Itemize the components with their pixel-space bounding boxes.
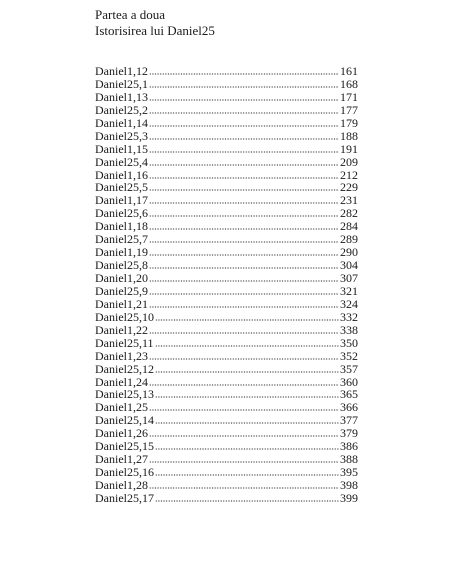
toc-entry-label: Daniel1,18: [95, 219, 148, 234]
dot-leader: [149, 428, 339, 437]
toc-entry: [95, 91, 358, 104]
toc-entry: [95, 156, 358, 169]
dot-leader: [155, 467, 339, 476]
dot-leader: [149, 92, 339, 101]
dot-leader: [155, 389, 339, 398]
toc-entry-label: Daniel25,11: [95, 335, 154, 350]
toc-entry-label: Daniel1,24: [95, 374, 148, 389]
dot-leader: [149, 105, 339, 114]
toc-entry: [95, 337, 358, 350]
dot-leader: [149, 170, 339, 179]
toc-entry-label: Daniel1,12: [95, 64, 148, 78]
toc-entry-page-number: 398: [340, 478, 358, 492]
toc-entry-label: Daniel1,22: [95, 322, 148, 337]
dot-leader: [149, 247, 339, 256]
toc-entry-page-number: 171: [340, 89, 358, 104]
toc-entry-page-number: 290: [340, 245, 358, 260]
toc-entry-label: Daniel1,20: [95, 271, 148, 285]
dot-leader: [149, 377, 339, 386]
toc-entry-page-number: 191: [340, 141, 358, 156]
toc-entry-page-number: 388: [340, 452, 358, 467]
dot-leader: [149, 234, 339, 243]
toc-entry-page-number: 377: [340, 413, 358, 428]
part-title: Partea a doua: [95, 7, 166, 22]
toc-entry: [95, 143, 358, 156]
toc-entry-label: Daniel25,3: [95, 128, 148, 143]
dot-leader: [149, 195, 339, 204]
toc-entry-label: Daniel1,13: [95, 89, 148, 104]
dot-leader: [149, 260, 339, 269]
dot-leader: [149, 118, 339, 127]
toc-entry-label: Daniel25,14: [95, 413, 154, 428]
toc-entry-label: Daniel25,12: [95, 361, 154, 376]
toc-entry-label: Daniel25,13: [95, 387, 154, 402]
dot-leader: [155, 493, 339, 502]
toc-entry-label: Daniel25,15: [95, 439, 154, 454]
dot-leader: [149, 299, 339, 308]
toc-entry-page-number: 395: [340, 465, 358, 480]
toc-entry-page-number: 338: [340, 322, 358, 337]
dot-leader: [149, 480, 339, 489]
table-of-contents: [95, 65, 358, 505]
toc-entry-label: Daniel1,28: [95, 478, 148, 492]
toc-entry-label: Daniel1,26: [95, 426, 148, 441]
toc-entry: [95, 78, 358, 91]
toc-entry-page-number: 304: [340, 258, 358, 273]
toc-entry: [95, 350, 358, 363]
toc-entry-label: Daniel1,27: [95, 452, 148, 467]
toc-entry-page-number: 332: [340, 309, 358, 324]
toc-entry: [95, 324, 358, 337]
toc-entry-page-number: 231: [340, 193, 358, 208]
toc-entry-page-number: 179: [340, 115, 358, 130]
dot-leader: [155, 415, 339, 424]
toc-entry: [95, 130, 358, 143]
toc-entry-label: Daniel25,5: [95, 180, 148, 195]
toc-entry-page-number: 212: [340, 167, 358, 182]
toc-entry-page-number: 352: [340, 348, 358, 363]
toc-entry-page-number: 365: [340, 387, 358, 402]
dot-leader: [149, 286, 339, 295]
toc-entry-page-number: 209: [340, 154, 358, 169]
toc-entry-page-number: 321: [340, 283, 358, 298]
toc-entry-label: Daniel25,16: [95, 465, 154, 480]
dot-leader: [155, 338, 339, 347]
toc-entry: [95, 492, 358, 505]
toc-entry-label: Daniel25,17: [95, 490, 154, 505]
toc-entry-page-number: 188: [340, 128, 358, 143]
toc-entry-page-number: 350: [340, 335, 358, 350]
toc-entry-label: Daniel25,7: [95, 232, 148, 247]
toc-entry-page-number: 386: [340, 439, 358, 454]
toc-entry-page-number: 366: [340, 400, 358, 415]
dot-leader: [155, 364, 339, 373]
dot-leader: [149, 157, 339, 166]
dot-leader: [149, 144, 339, 153]
toc-entry-label: Daniel1,21: [95, 296, 148, 311]
dot-leader: [155, 441, 339, 450]
toc-heading: [95, 7, 215, 39]
toc-entry-label: Daniel25,1: [95, 76, 148, 91]
dot-leader: [149, 454, 339, 463]
toc-entry-page-number: 229: [340, 180, 358, 195]
toc-entry-label: Daniel1,16: [95, 167, 148, 182]
dot-leader: [149, 273, 339, 282]
dot-leader: [149, 79, 339, 88]
toc-entry-label: Daniel1,25: [95, 400, 148, 415]
toc-entry-page-number: 360: [340, 374, 358, 389]
toc-entry-page-number: 324: [340, 296, 358, 311]
toc-entry-page-number: 379: [340, 426, 358, 441]
toc-entry-label: Daniel25,6: [95, 206, 148, 221]
toc-entry-label: Daniel1,15: [95, 141, 148, 156]
dot-leader: [155, 312, 339, 321]
toc-entry: [95, 298, 358, 311]
toc-entry-page-number: 307: [340, 271, 358, 285]
toc-entry: [95, 272, 358, 285]
toc-entry-label: Daniel25,10: [95, 309, 154, 324]
section-title: Istorisirea lui Daniel25: [95, 23, 215, 38]
toc-entry-label: Daniel1,17: [95, 193, 148, 208]
dot-leader: [149, 325, 339, 334]
toc-entry-label: Daniel1,19: [95, 245, 148, 260]
toc-entry-page-number: 168: [340, 76, 358, 91]
toc-entry-label: Daniel25,9: [95, 283, 148, 298]
toc-entry: [95, 285, 358, 298]
dot-leader: [149, 131, 339, 140]
dot-leader: [149, 66, 339, 75]
dot-leader: [149, 351, 339, 360]
toc-entry: [95, 104, 358, 117]
dot-leader: [149, 208, 339, 217]
toc-entry-label: Daniel25,4: [95, 154, 148, 169]
toc-entry-label: Daniel1,14: [95, 115, 148, 130]
toc-entry-page-number: 177: [340, 102, 358, 117]
toc-entry-page-number: 282: [340, 206, 358, 221]
dot-leader: [149, 221, 339, 230]
toc-entry: [95, 311, 358, 324]
toc-entry-page-number: 161: [340, 64, 358, 78]
toc-entry-label: Daniel25,2: [95, 102, 148, 117]
toc-entry-label: Daniel25,8: [95, 258, 148, 273]
toc-entry-page-number: 289: [340, 232, 358, 247]
toc-entry-page-number: 357: [340, 361, 358, 376]
toc-entry: [95, 363, 358, 376]
dot-leader: [149, 402, 339, 411]
toc-entry: [95, 65, 358, 78]
toc-entry-label: Daniel1,23: [95, 348, 148, 363]
toc-entry: [95, 117, 358, 130]
toc-entry-page-number: 284: [340, 219, 358, 234]
dot-leader: [149, 182, 339, 191]
toc-entry-page-number: 399: [340, 490, 358, 505]
toc-entry: [95, 479, 358, 492]
